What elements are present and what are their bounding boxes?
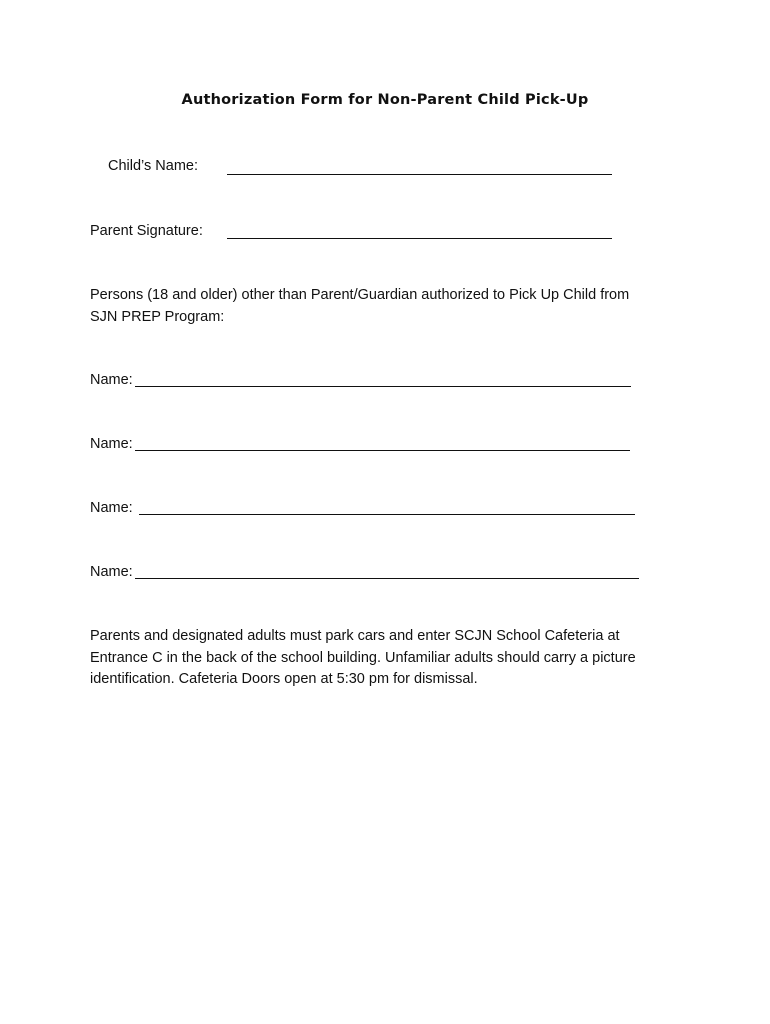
- name-field-line-3[interactable]: [139, 514, 635, 515]
- parent-signature-field-line[interactable]: [227, 238, 612, 239]
- child-name-field-line[interactable]: [227, 174, 612, 175]
- name-field-line-4[interactable]: [135, 578, 639, 579]
- name-label-4: Name:: [90, 564, 133, 580]
- persons-intro-line-2: SJN PREP Program:: [90, 309, 225, 325]
- name-field-line-2[interactable]: [135, 450, 630, 451]
- child-name-label: Child’s Name:: [108, 158, 198, 174]
- name-label-2: Name:: [90, 436, 133, 452]
- parent-signature-label: Parent Signature:: [90, 223, 203, 239]
- note-line-3: identification. Cafeteria Doors open at 5:30 pm for dismissal.: [90, 671, 478, 687]
- name-label-1: Name:: [90, 372, 133, 388]
- name-field-line-1[interactable]: [135, 386, 631, 387]
- note-line-1: Parents and designated adults must park cars and enter SCJN School Cafeteria at: [90, 628, 620, 644]
- name-label-3: Name:: [90, 500, 133, 516]
- persons-intro-line-1: Persons (18 and older) other than Parent/Guardian authorized to Pick Up Child from: [90, 287, 630, 303]
- form-title: Authorization Form for Non-Parent Child Pick-Up: [181, 92, 589, 108]
- note-line-2: Entrance C in the back of the school building. Unfamiliar adults should carry a picture: [90, 650, 636, 666]
